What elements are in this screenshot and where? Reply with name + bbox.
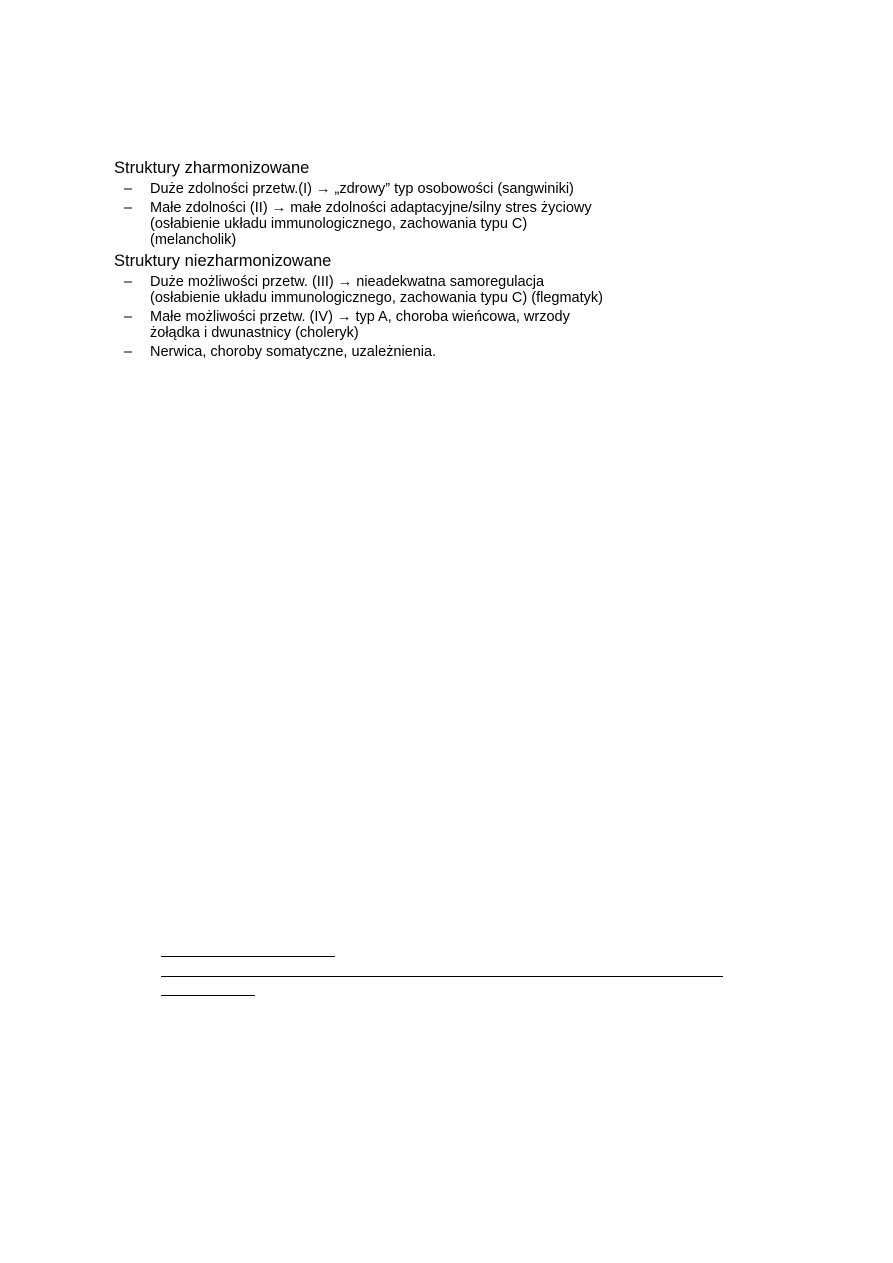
item-text-line: (osłabienie układu immunologicznego, zachowania typu C) <box>150 216 528 232</box>
list-item <box>114 181 834 197</box>
list-item <box>114 309 834 341</box>
dash-bullet: – <box>124 181 133 197</box>
document-body <box>114 158 834 363</box>
dash-bullet: – <box>124 309 133 325</box>
list-item <box>114 344 834 360</box>
list-item <box>114 200 834 248</box>
item-text-line: Nerwica, choroby somatyczne, uzależnienia. <box>150 344 437 360</box>
list-item <box>114 274 834 306</box>
item-text-line: (melancholik) <box>150 232 237 248</box>
bullet-list <box>114 274 834 360</box>
footnote-rule <box>161 976 723 977</box>
section-heading: Struktury niezharmonizowane <box>114 252 332 270</box>
item-text-line: Duże zdolności przetw.(I) → „zdrowy” typ osobowości (sangwiniki) <box>150 181 574 197</box>
footnote-rule <box>161 995 255 996</box>
dash-bullet: – <box>124 344 133 360</box>
dash-bullet: – <box>124 274 133 290</box>
item-text-line: (osłabienie układu immunologicznego, zachowania typu C) (flegmatyk) <box>150 290 603 306</box>
item-text-line: Duże możliwości przetw. (III) → nieadekwatna samoregulacja <box>150 274 545 290</box>
item-text-line: Małe możliwości przetw. (IV) → typ A, choroba wieńcowa, wrzody <box>150 309 570 325</box>
footnote-rule <box>161 956 335 957</box>
section-heading: Struktury zharmonizowane <box>114 159 310 177</box>
dash-bullet: – <box>124 200 133 216</box>
item-text-line: Małe zdolności (II) → małe zdolności adaptacyjne/silny stres życiowy <box>150 200 592 216</box>
bullet-list <box>114 181 834 248</box>
item-text-line: żołądka i dwunastnicy (choleryk) <box>150 325 359 341</box>
